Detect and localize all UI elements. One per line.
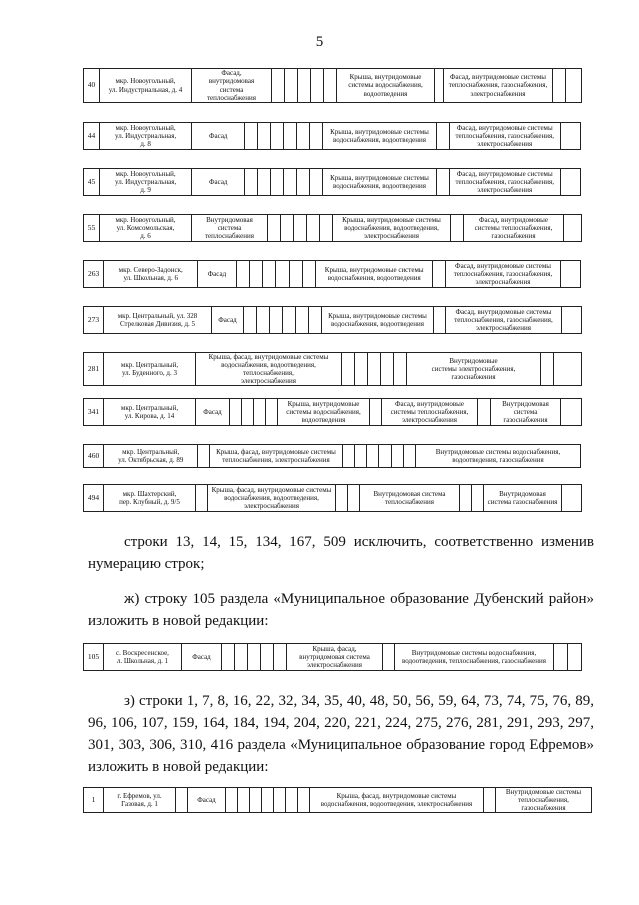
empty-cell xyxy=(310,123,323,150)
empty-cell xyxy=(274,788,286,813)
empty-cell xyxy=(370,399,382,426)
work-cell: Фасад, внутридомовые системы теплоснабжения, газоснабжения xyxy=(464,215,564,242)
work-cell: Фасад xyxy=(192,123,245,150)
empty-cell xyxy=(235,644,248,671)
work-cell: Фасад, внутридомовые системы теплоснабжения, газоснабжения, электроснабжения xyxy=(446,307,562,334)
address-cell: мкр. Северо-Задонск, ул. Школьная, д. 6 xyxy=(104,261,198,288)
work-cell: Внутридомовая система газоснабжения xyxy=(491,399,561,426)
row-number: 263 xyxy=(84,261,104,288)
empty-cell xyxy=(242,399,254,426)
empty-cell xyxy=(222,644,235,671)
empty-cell xyxy=(258,123,271,150)
page-number: 5 xyxy=(315,34,324,50)
empty-cell xyxy=(342,353,355,386)
address-cell: мкр. Новоугольный, ул. Комсомольская, д. 6 xyxy=(100,215,192,242)
table-row-341 xyxy=(83,398,582,426)
work-cell: Крыша, внутридомовые системы водоснабжения, водоотведения xyxy=(337,69,435,103)
empty-cell xyxy=(554,353,582,386)
table-row-45 xyxy=(83,168,581,196)
work-cell: Крыша, фасад, внутридомовые системы теплоснабжения, электроснабжения xyxy=(210,445,342,468)
empty-cell xyxy=(276,261,289,288)
work-cell: Фасад xyxy=(188,788,226,813)
empty-cell xyxy=(249,261,262,288)
empty-cell xyxy=(561,399,582,426)
table-row-263 xyxy=(83,260,581,288)
empty-cell xyxy=(436,123,449,150)
row-number: 273 xyxy=(84,307,104,334)
empty-cell xyxy=(244,307,257,334)
address-cell: мкр. Центральный, ул. 328 Стрелковая Дивизия, д. 5 xyxy=(104,307,212,334)
empty-cell xyxy=(560,123,580,150)
row-number: 494 xyxy=(84,485,104,512)
empty-cell xyxy=(566,69,582,103)
work-cell: Внутридомовые системы теплоснабжения, газоснабжения xyxy=(496,788,592,813)
empty-cell xyxy=(268,215,281,242)
empty-cell xyxy=(196,485,208,512)
empty-cell xyxy=(289,261,302,288)
work-cell: Крыша, внутридомовые системы водоснабжения, водоотведения xyxy=(316,261,433,288)
empty-cell xyxy=(311,69,324,103)
empty-cell xyxy=(367,445,379,468)
empty-cell xyxy=(283,307,296,334)
empty-cell xyxy=(296,307,309,334)
empty-cell xyxy=(230,399,242,426)
table-row-40 xyxy=(83,68,582,103)
empty-cell xyxy=(257,307,270,334)
work-cell: Крыша, внутридомовые системы водоснабжения, водоотведения xyxy=(323,123,436,150)
table-row-44 xyxy=(83,122,581,150)
empty-cell xyxy=(271,169,284,196)
address-cell: мкр. Новоугольный, ул. Индустриальная, д. 8 xyxy=(100,123,192,150)
address-cell: мкр. Центральный, ул. Кирова, д. 14 xyxy=(104,399,196,426)
empty-cell xyxy=(381,353,394,386)
empty-cell xyxy=(198,445,210,468)
paragraph-row-105: ж) строку 105 раздела «Муниципальное образование Дубенский район» изложить в новой редакции: xyxy=(88,591,594,629)
empty-cell xyxy=(310,169,323,196)
empty-cell xyxy=(391,445,403,468)
empty-cell xyxy=(302,261,315,288)
empty-cell xyxy=(342,445,354,468)
address-cell: мкр. Новоугольный, ул. Индустриальная, д. 4 xyxy=(100,69,192,103)
work-cell: Фасад xyxy=(182,644,222,671)
work-cell: Фасад xyxy=(192,169,245,196)
empty-cell xyxy=(298,788,310,813)
empty-cell xyxy=(472,485,484,512)
empty-cell xyxy=(564,215,582,242)
empty-cell xyxy=(562,307,582,334)
empty-cell xyxy=(286,788,298,813)
empty-cell xyxy=(262,788,274,813)
table-row-55 xyxy=(83,214,582,242)
empty-cell xyxy=(254,399,266,426)
empty-cell xyxy=(270,307,283,334)
empty-cell xyxy=(250,788,262,813)
empty-cell xyxy=(435,69,444,103)
address-cell: мкр. Центральный, ул. Октябрьская, д. 89 xyxy=(104,445,198,468)
work-cell: Крыша, фасад, внутридомовые системы водоснабжения, водоотведения, теплоснабжения, электроснабжения xyxy=(196,353,342,386)
empty-cell xyxy=(348,485,360,512)
work-cell: Крыша, внутридомовые системы водоснабжения, водоотведения xyxy=(322,307,434,334)
empty-cell xyxy=(484,788,496,813)
work-cell: Крыша, фасад, внутридомовая система электроснабжения xyxy=(287,644,383,671)
empty-cell xyxy=(248,644,261,671)
empty-cell xyxy=(336,485,348,512)
address-cell: г. Ефремов, ул. Газовая, д. 1 xyxy=(104,788,176,813)
address-cell: мкр. Центральный, ул. Буденного, д. 3 xyxy=(104,353,196,386)
empty-cell xyxy=(568,644,582,671)
row-number: 40 xyxy=(84,69,100,103)
empty-cell xyxy=(451,215,464,242)
empty-cell xyxy=(266,399,278,426)
work-cell: Внутридомовые системы водоснабжения, водоотведения, теплоснабжения, газоснабжения xyxy=(395,644,554,671)
row-number: 45 xyxy=(84,169,100,196)
work-cell: Внутридомовые системы водоснабжения, водоотведения, газоснабжения xyxy=(415,445,580,468)
table-row-460 xyxy=(83,444,581,468)
row-number: 460 xyxy=(84,445,104,468)
empty-cell xyxy=(236,261,249,288)
row-number: 44 xyxy=(84,123,100,150)
empty-cell xyxy=(354,445,366,468)
empty-cell xyxy=(284,123,297,150)
empty-cell xyxy=(394,353,407,386)
work-cell: Крыша, внутридомовые системы водоснабжения, водоотведения xyxy=(278,399,370,426)
empty-cell xyxy=(460,485,472,512)
empty-cell xyxy=(176,788,188,813)
address-cell: мкр. Новоугольный, ул. Индустриальная, д. 9 xyxy=(100,169,192,196)
empty-cell xyxy=(297,169,310,196)
empty-cell xyxy=(434,307,446,334)
empty-cell xyxy=(261,644,274,671)
row-number: 55 xyxy=(84,215,100,242)
work-cell: Фасад, внутридомовые системы теплоснабжения, газоснабжения, электроснабжения xyxy=(449,123,560,150)
empty-cell xyxy=(298,69,311,103)
work-cell: Фасад, внутридомовые системы теплоснабжения, газоснабжения, электроснабжения xyxy=(449,169,560,196)
work-cell: Фасад, внутридомовые системы теплоснабжения, газоснабжения, электроснабжения xyxy=(446,261,560,288)
row-number: 281 xyxy=(84,353,104,386)
empty-cell xyxy=(297,123,310,150)
table-row-494 xyxy=(83,484,582,512)
work-cell: Фасад xyxy=(196,399,230,426)
work-cell: Внутридомовая система газоснабжения xyxy=(484,485,562,512)
empty-cell xyxy=(379,445,391,468)
table-row-273 xyxy=(83,306,582,334)
empty-cell xyxy=(258,169,271,196)
empty-cell xyxy=(320,215,333,242)
empty-cell xyxy=(403,445,415,468)
work-cell: Крыша, внутридомовые системы водоснабжения, водоотведения, электроснабжения xyxy=(333,215,451,242)
empty-cell xyxy=(309,307,322,334)
work-cell: Внутридомовые системы электроснабжения, газоснабжения xyxy=(407,353,541,386)
empty-cell xyxy=(560,261,580,288)
empty-cell xyxy=(226,788,238,813)
empty-cell xyxy=(238,788,250,813)
address-cell: мкр. Шахтерский, пер. Клубный, д. 9/5 xyxy=(104,485,196,512)
empty-cell xyxy=(294,215,307,242)
empty-cell xyxy=(271,123,284,150)
work-cell: Внутридомовая система теплоснабжения xyxy=(192,215,268,242)
work-cell: Внутридомовая система теплоснабжения xyxy=(360,485,460,512)
empty-cell xyxy=(554,644,568,671)
row-number: 341 xyxy=(84,399,104,426)
work-cell: Фасад, внутридомовая система теплоснабжения xyxy=(192,69,272,103)
work-cell: Фасад, внутридомовые системы теплоснабжения, газоснабжения, электроснабжения xyxy=(444,69,553,103)
empty-cell xyxy=(355,353,368,386)
row-number: 1 xyxy=(84,788,104,813)
empty-cell xyxy=(285,69,298,103)
empty-cell xyxy=(383,644,395,671)
paragraph-efremov-rows: з) строки 1, 7, 8, 16, 22, 32, 34, 35, 40, 48, 50, 56, 59, 64, 73, 74, 75, 76, 89, 96, 106, 107, 159, 164, 184, 194, 204, 220, 221, 224, 275, 276, 281, 291, 293, 297, 301, 303, 306, 310, 416 раздела «Муниципальное образование город Ефремов» изложить в новой редакции: xyxy=(88,693,594,775)
work-cell: Фасад, внутридомовые системы теплоснабжения, электроснабжения xyxy=(382,399,478,426)
empty-cell xyxy=(272,69,285,103)
empty-cell xyxy=(284,169,297,196)
empty-cell xyxy=(281,215,294,242)
empty-cell xyxy=(307,215,320,242)
address-cell: с. Воскресенское, л. Школьная, д. 1 xyxy=(104,644,182,671)
work-cell: Крыша, внутридомовые системы водоснабжения, водоотведения xyxy=(323,169,436,196)
empty-cell xyxy=(263,261,276,288)
empty-cell xyxy=(274,644,287,671)
work-cell: Крыша, фасад, внутридомовые системы водоснабжения, водоотведения, электроснабжения xyxy=(310,788,484,813)
table-row-281 xyxy=(83,352,582,386)
work-cell: Крыша, фасад, внутридомовые системы водоснабжения, водоотведения, электроснабжения xyxy=(208,485,336,512)
empty-cell xyxy=(245,123,258,150)
empty-cell xyxy=(368,353,381,386)
empty-cell xyxy=(553,69,566,103)
paragraph-exclude-rows: строки 13, 14, 15, 134, 167, 509 исключить, соответственно изменив нумерацию строк; xyxy=(88,534,594,572)
empty-cell xyxy=(478,399,491,426)
table-row-1 xyxy=(83,787,592,813)
empty-cell xyxy=(245,169,258,196)
empty-cell xyxy=(433,261,446,288)
empty-cell xyxy=(560,169,580,196)
empty-cell xyxy=(541,353,554,386)
row-number: 105 xyxy=(84,644,104,671)
empty-cell xyxy=(562,485,582,512)
work-cell: Фасад xyxy=(198,261,237,288)
work-cell: Фасад xyxy=(212,307,244,334)
table-row-105 xyxy=(83,643,582,671)
empty-cell xyxy=(324,69,337,103)
empty-cell xyxy=(436,169,449,196)
